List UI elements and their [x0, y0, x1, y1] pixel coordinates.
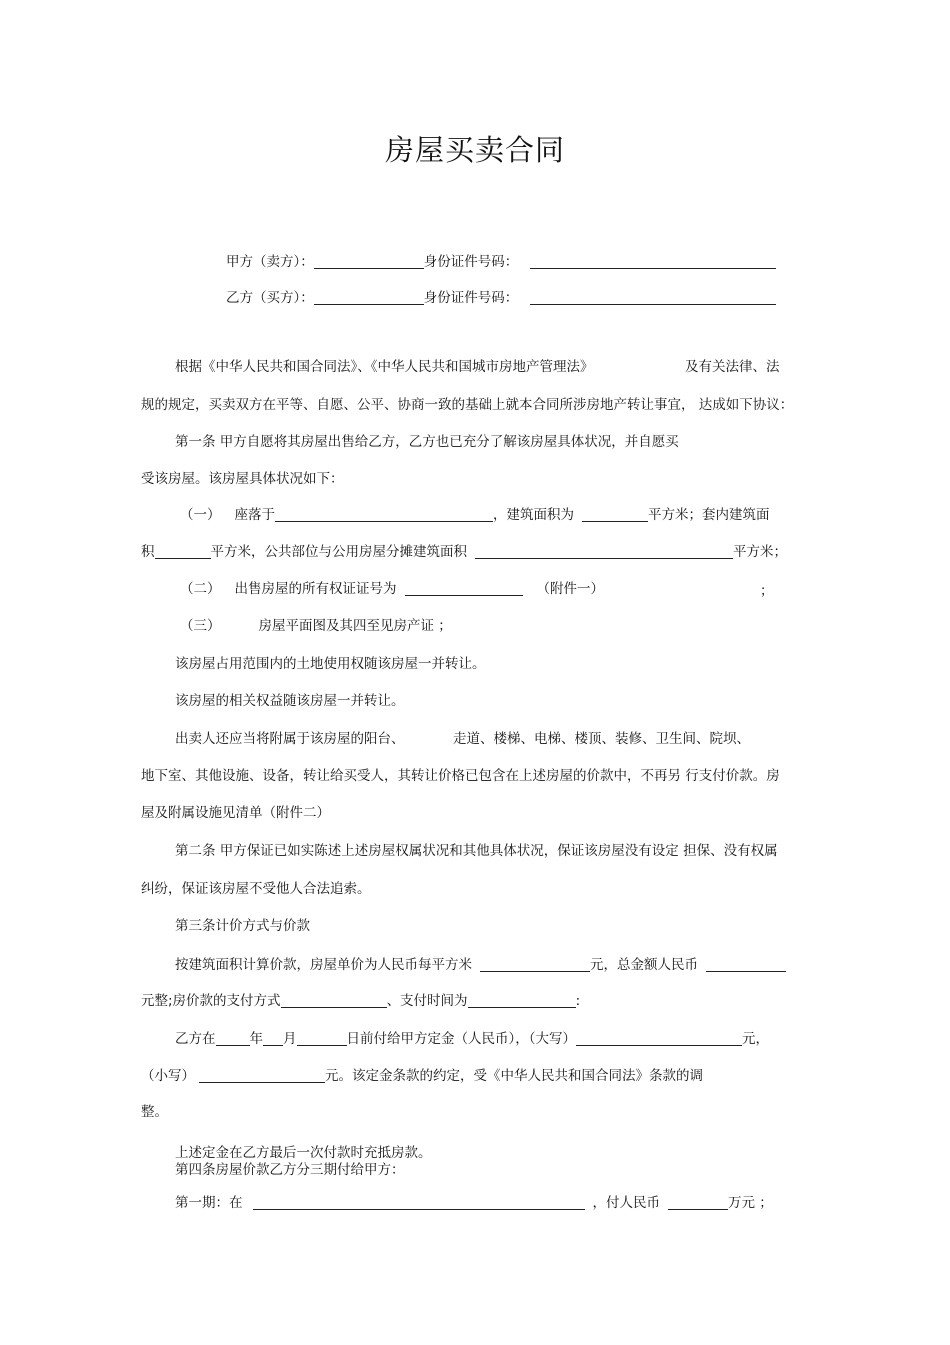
party-a-name-blank[interactable]: [314, 254, 424, 269]
payment-time-blank[interactable]: [468, 993, 576, 1008]
party-b-line: [226, 289, 776, 307]
cert-number-blank[interactable]: [405, 581, 523, 596]
total-label: 元，总金额人民币: [590, 957, 698, 973]
article3-heading: 第三条计价方式与价款: [175, 918, 310, 934]
payment-time-label: 、支付时间为: [386, 993, 468, 1009]
article4-heading: 第四条房屋价款乙方分三期付给甲方：: [175, 1162, 405, 1178]
party-a-id-label: 身份证件号码：: [423, 254, 519, 270]
deposit-small-line: [141, 1067, 703, 1085]
shared-area-blank[interactable]: [475, 544, 733, 559]
land-use-line: 该房屋占用范围内的土地使用权随该房屋一并转让。: [175, 656, 486, 672]
phase1-line: [175, 1194, 773, 1212]
deposit-small-label: （小写）: [141, 1068, 195, 1084]
item2-cert-label: 出售房屋的所有权证证号为: [234, 581, 397, 597]
deposit-line: [175, 1030, 769, 1048]
deposit-capital-blank[interactable]: [576, 1031, 742, 1046]
phase1-label: 第一期：在: [175, 1195, 243, 1211]
unit-price-blank[interactable]: [480, 957, 590, 972]
party-b-name-blank[interactable]: [314, 290, 424, 305]
preamble-line-1a: 根据《中华人民共和国合同法》、《中华人民共和国城市房地产管理法》: [175, 359, 594, 375]
party-b-label: 乙方（买方）：: [226, 290, 314, 306]
unit-price-line: [175, 956, 786, 974]
item1-cont-a: 积: [141, 544, 155, 560]
article2-line-1: 第二条 甲方保证已如实陈述上述房屋权属状况和其他具体状况，保证该房屋没有设定 担保、没有权属: [175, 843, 778, 859]
article1-item1-cont: [141, 543, 787, 561]
deposit-label-d: 日前付给甲方定金（人民币），（大写）: [346, 1031, 576, 1047]
inner-area-blank[interactable]: [155, 544, 211, 559]
item1-location-label: 座落于: [234, 507, 275, 523]
phase1-amount-label: ，付人民币: [592, 1195, 660, 1211]
rights-line: 该房屋的相关权益随该房屋一并转让。: [175, 693, 405, 709]
attachments-line-2: 地下室、其他设施、设备，转让给买受人，其转让价格已包含在上述房屋的价款中，不再另 行支付价款。房: [141, 768, 780, 784]
preamble-line-1b: 及有关法律、法: [685, 359, 780, 375]
deposit-clause-end: 整。: [141, 1104, 168, 1120]
deposit-offset-line: 上述定金在乙方最后一次付款时充抵房款。: [175, 1145, 432, 1161]
article1-item1: [180, 506, 770, 524]
attachments-line-1b: 走道、楼梯、电梯、楼顶、装修、卫生间、院坝、: [453, 731, 750, 747]
item1-inner-area-label: 平方米；套内建筑面: [648, 507, 770, 523]
deposit-month-label: 月: [283, 1031, 297, 1047]
item1-area-label: ，建筑面积为: [493, 507, 574, 523]
attachments-line-1a: 出卖人还应当将附属于该房屋的阳台、: [175, 731, 405, 747]
deposit-small-blank[interactable]: [199, 1068, 325, 1083]
item1-number: （一）: [180, 507, 221, 523]
article1-line-2: 受该房屋。该房屋具体状况如下：: [141, 471, 344, 487]
item2-attachment: （附件一）: [536, 581, 604, 597]
article2-line-2: 纠纷，保证该房屋不受他人合法追索。: [141, 881, 371, 897]
building-area-blank[interactable]: [582, 507, 648, 522]
phase1-date-blank[interactable]: [253, 1195, 585, 1210]
item2-semicolon: ；: [760, 583, 774, 599]
unit-price-label: 按建筑面积计算价款，房屋单价为人民币每平方米: [175, 957, 472, 973]
party-a-label: 甲方（卖方）：: [226, 254, 314, 270]
party-a-line: [226, 253, 776, 271]
preamble-line-2: 规的规定，买卖双方在平等、自愿、公平、协商一致的基础上就本合同所涉房地产转让事宜， 达成如下协议：: [141, 397, 794, 413]
item1-cont-c: 平方米；: [733, 544, 787, 560]
item3-number: （三）: [180, 618, 221, 634]
article1-item3: [180, 617, 452, 635]
attachments-line-3: 屋及附属设施见清单（附件二）: [141, 805, 330, 821]
location-blank[interactable]: [275, 507, 493, 522]
party-a-id-blank[interactable]: [530, 254, 776, 269]
page-title: 房屋买卖合同: [384, 133, 565, 167]
article1-line-1: 第一条 甲方自愿将其房屋出售给乙方，乙方也已充分了解该房屋具体状况，并自愿买: [175, 434, 679, 450]
payment-method-label: 元整;房价款的支付方式: [141, 993, 281, 1009]
total-amount-blank[interactable]: [706, 957, 786, 972]
phase1-amount-blank[interactable]: [668, 1195, 728, 1210]
payment-colon: :: [575, 993, 581, 1009]
deposit-day-blank[interactable]: [297, 1031, 347, 1046]
deposit-unit: 元，: [742, 1031, 769, 1047]
deposit-year-label: 年: [249, 1031, 263, 1047]
phase1-unit: 万元 ；: [728, 1195, 773, 1211]
party-b-id-label: 身份证件号码：: [423, 290, 519, 306]
article1-item2: [180, 580, 604, 598]
party-b-id-blank[interactable]: [530, 290, 776, 305]
item2-number: （二）: [180, 581, 221, 597]
item1-cont-b: 平方米，公共部位与公用房屋分摊建筑面积: [210, 544, 467, 560]
payment-method-blank[interactable]: [281, 993, 387, 1008]
payment-method-line: [141, 992, 580, 1010]
item3-text: 房屋平面图及其四至见房产证 ；: [258, 618, 452, 634]
deposit-year-blank[interactable]: [216, 1031, 250, 1046]
deposit-label-a: 乙方在: [175, 1031, 216, 1047]
deposit-month-blank[interactable]: [263, 1031, 283, 1046]
deposit-clause-text: 元。该定金条款的约定，受《中华人民共和国合同法》条款的调: [325, 1068, 703, 1084]
